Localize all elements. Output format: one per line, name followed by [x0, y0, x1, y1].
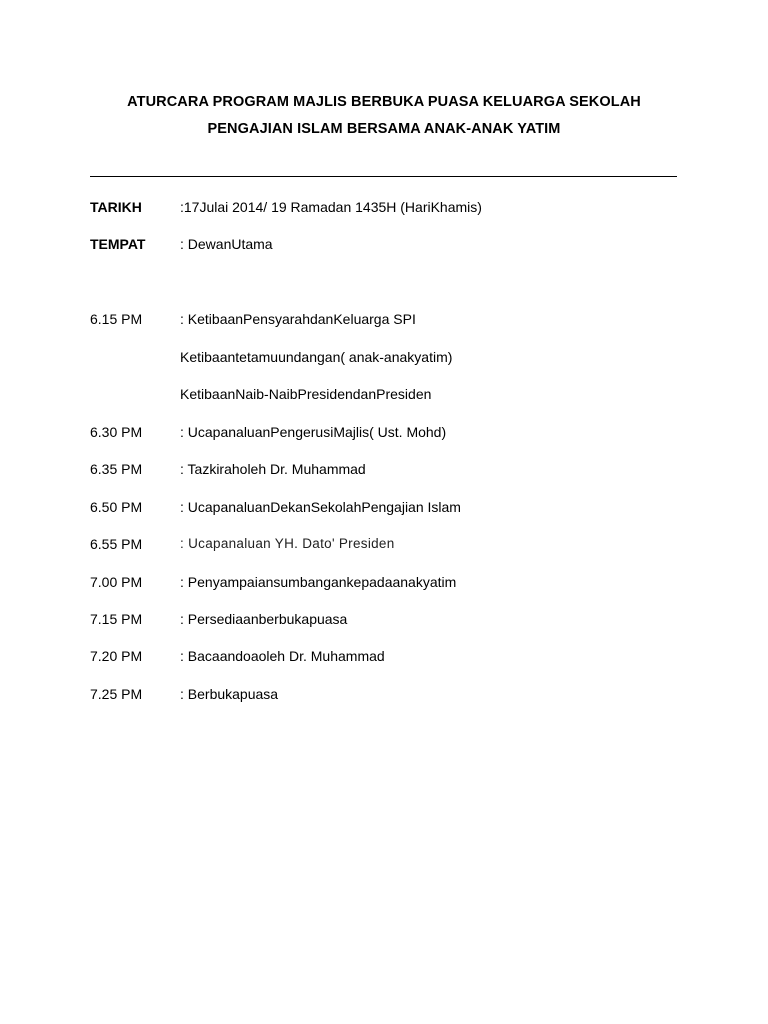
schedule-item: KetibaanNaib-NaibPresidendanPresiden	[180, 386, 432, 402]
info-value: : DewanUtama	[180, 236, 273, 252]
schedule-item: : UcapanaluanDekanSekolahPengajian Islam	[180, 499, 461, 515]
schedule-time: 7.15 PM	[90, 611, 143, 627]
schedule-time: 6.35 PM	[90, 461, 143, 477]
info-label: TEMPAT	[90, 236, 146, 252]
schedule-time: 7.25 PM	[90, 686, 143, 702]
schedule-item: : KetibaanPensyarahdanKeluarga SPI	[180, 311, 416, 327]
schedule-item: : Penyampaiansumbangankepadaanakyatim	[180, 574, 457, 590]
info-value: :17Julai 2014/ 19 Ramadan 1435H (HariKhamis)	[180, 199, 482, 215]
schedule-item: Ketibaantetamuundangan( anak-anakyatim)	[180, 349, 453, 365]
schedule-time: 7.00 PM	[90, 574, 143, 590]
schedule-item: : Tazkiraholeh Dr. Muhammad	[180, 461, 366, 477]
page-title-line-2: PENGAJIAN ISLAM BERSAMA ANAK-ANAK YATIM	[207, 121, 561, 137]
schedule-time: 6.30 PM	[90, 424, 143, 440]
schedule-time: 6.55 PM	[90, 536, 143, 552]
schedule-item: : Ucapanaluan YH. Dato' Presiden	[180, 536, 395, 551]
divider-line	[90, 176, 677, 177]
info-label: TARIKH	[90, 199, 142, 215]
schedule-item: : Bacaandoaoleh Dr. Muhammad	[180, 648, 385, 664]
schedule-item: : UcapanaluanPengerusiMajlis( Ust. Mohd)	[180, 424, 447, 440]
schedule-time: 7.20 PM	[90, 648, 143, 664]
page-title-line-1: ATURCARA PROGRAM MAJLIS BERBUKA PUASA KELUARGA SEKOLAH	[127, 94, 641, 110]
schedule-time: 6.50 PM	[90, 499, 143, 515]
schedule-item: : Persediaanberbukapuasa	[180, 611, 348, 627]
schedule-time: 6.15 PM	[90, 311, 143, 327]
schedule-item: : Berbukapuasa	[180, 686, 279, 702]
